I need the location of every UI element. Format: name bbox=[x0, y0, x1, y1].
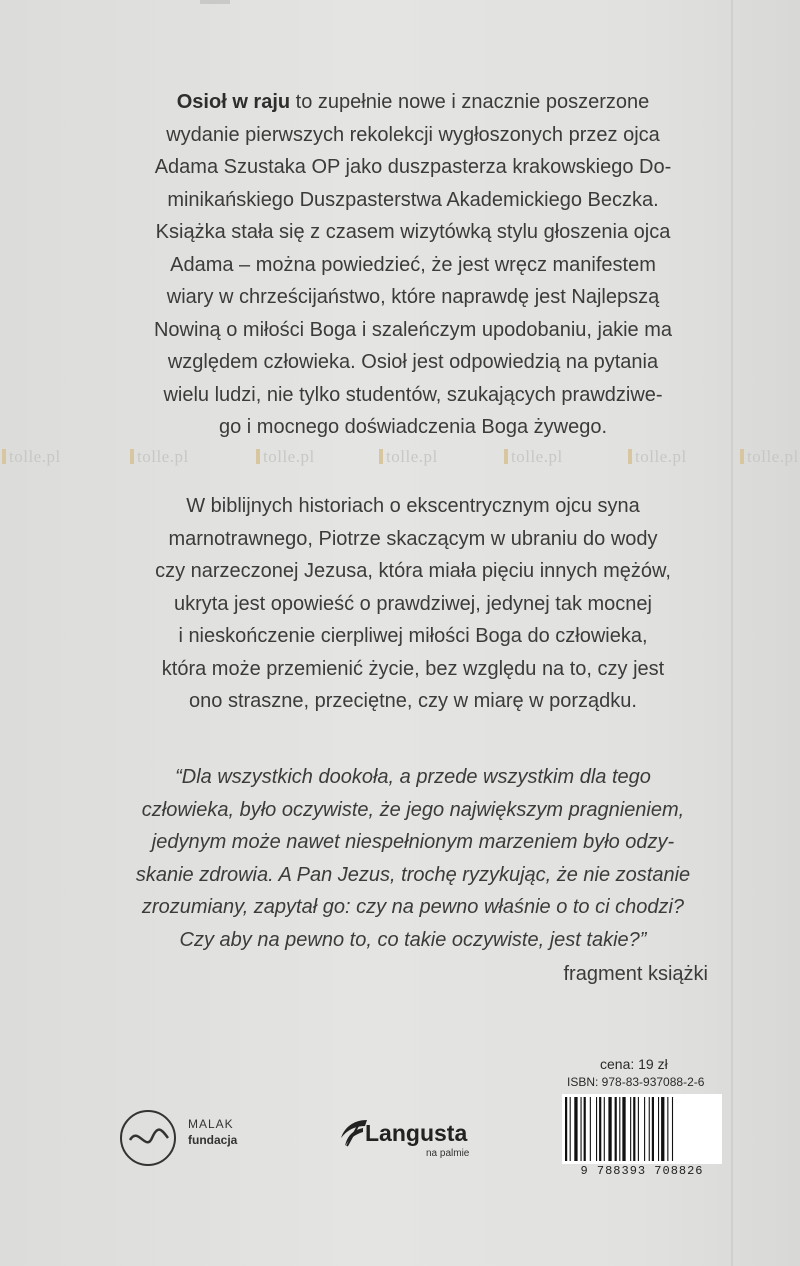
paragraph-line: marnotrawnego, Piotrze skaczącym w ubraniu do wody bbox=[168, 527, 658, 550]
watermark: tolle.pl bbox=[740, 447, 799, 467]
description-paragraph-2 bbox=[118, 490, 708, 718]
quote-line: zrozumiany, zapytał go: czy na pewno właśnie o to ci chodzi? bbox=[141, 896, 685, 918]
malak-logo-subtitle: fundacja bbox=[188, 1133, 238, 1147]
paragraph-line: minikańskiego Duszpasterstwa Akademickiego Beczka. bbox=[167, 188, 659, 211]
cover-scuff-mark bbox=[200, 0, 230, 4]
paragraph-line: wiary w chrześcijaństwo, które naprawdę jest Najlepszą bbox=[166, 286, 660, 308]
quote-line: “Dla wszystkich dookoła, a przede wszystkim dla tego bbox=[175, 766, 651, 788]
paragraph-line: go i mocnego doświadczenia Boga żywego. bbox=[218, 416, 608, 438]
quote-line: człowieka, było oczywiste, że jego największym pragnieniem, bbox=[141, 798, 685, 821]
quote-attribution: fragment książki bbox=[563, 963, 708, 985]
book-title: Osioł w raju bbox=[176, 91, 291, 113]
paragraph-line: Książka stała się z czasem wizytówką stylu głoszenia ojca bbox=[155, 221, 671, 243]
paragraph-line: wielu ludzi, nie tylko studentów, szukających prawdziwe- bbox=[163, 383, 663, 406]
paragraph-line: i nieskończenie cierpliwej miłości Boga do człowieka, bbox=[178, 625, 648, 647]
paragraph-line: wydanie pierwszych rekolekcji wygłoszonych przez ojca bbox=[166, 123, 660, 146]
paragraph-line: która może przemienić życie, bez względu na to, czy jest bbox=[161, 657, 665, 680]
paragraph-line: ono straszne, przeciętne, czy w miarę w porządku. bbox=[189, 690, 637, 712]
watermark: tolle.pl bbox=[2, 447, 61, 467]
watermark: tolle.pl bbox=[504, 447, 563, 467]
paragraph-line: względem człowieka. Osioł jest odpowiedzią na pytania bbox=[167, 351, 659, 373]
barcode bbox=[562, 1094, 722, 1164]
paragraph-line: Adama – można powiedzieć, że jest wręcz manifestem bbox=[170, 253, 656, 276]
book-quote bbox=[118, 761, 708, 991]
watermark: tolle.pl bbox=[130, 447, 189, 467]
malak-logo-icon bbox=[118, 1108, 178, 1168]
watermark: tolle.pl bbox=[256, 447, 315, 467]
quote-line: skanie zdrowia. A Pan Jezus, trochę ryzykując, że nie zostanie bbox=[135, 863, 691, 886]
paragraph-line: ukryta jest opowieść o prawdziwej, jedynej tak mocnej bbox=[174, 592, 652, 615]
description-paragraph-1 bbox=[118, 86, 708, 444]
paragraph-line: Adama Szustaka OP jako duszpasterza krakowskiego Do- bbox=[154, 156, 672, 178]
paragraph-line: Nowiną o miłości Boga i szaleńczym upodobaniu, jakie ma bbox=[153, 318, 673, 341]
barcode-digits: 9 788393 708826 bbox=[580, 1164, 704, 1178]
cover-fold-line bbox=[731, 0, 733, 1266]
paragraph-line: Osioł w raju to zupełnie nowe i znacznie poszerzone bbox=[176, 91, 650, 113]
isbn-label: ISBN: 978-83-937088-2-6 bbox=[567, 1075, 705, 1089]
quote-line: jedynym może nawet niespełnionym marzeniem było odzy- bbox=[151, 831, 675, 853]
watermark: tolle.pl bbox=[628, 447, 687, 467]
langusta-logo-name: Langusta bbox=[365, 1120, 468, 1146]
langusta-logo-subtitle: na palmie bbox=[426, 1148, 470, 1159]
price-label: cena: 19 zł bbox=[600, 1056, 668, 1072]
quote-line: Czy aby na pewno to, co takie oczywiste, jest takie?” bbox=[179, 928, 647, 951]
paragraph-line: czy narzeczonej Jezusa, która miała pięciu innych mężów, bbox=[155, 560, 671, 582]
paragraph-line: W biblijnych historiach o ekscentrycznym ojcu syna bbox=[186, 495, 640, 517]
malak-logo-name: MALAK bbox=[188, 1117, 234, 1131]
watermark: tolle.pl bbox=[379, 447, 438, 467]
